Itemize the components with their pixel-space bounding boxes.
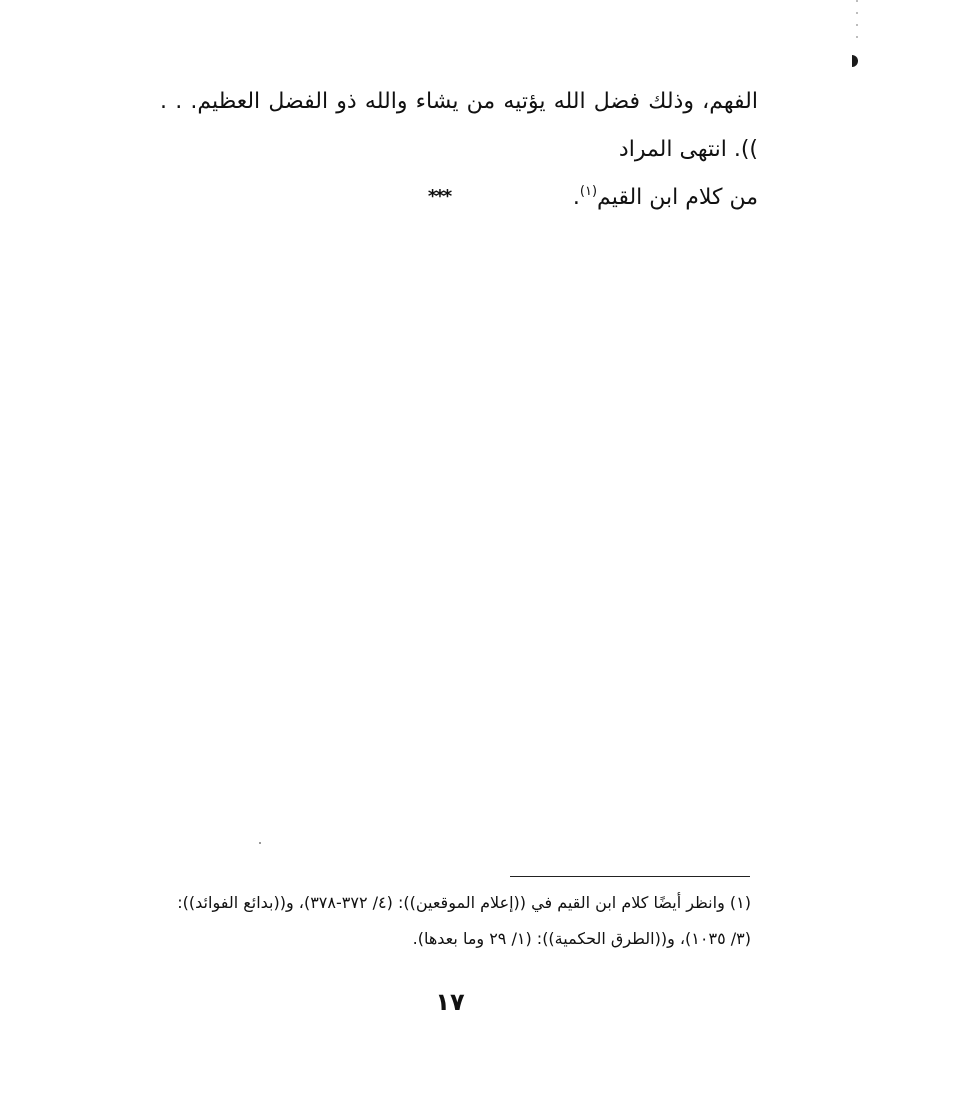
- body-line-2-text: من كلام ابن القيم: [597, 185, 758, 210]
- body-line-1: الفهم، وذلك فضل الله يؤتيه من يشاء والله ذو الفضل العظيم. . . )). انتهى المراد: [160, 89, 758, 162]
- footnote-reference[interactable]: (١): [579, 184, 598, 199]
- section-separator: ***: [427, 186, 451, 207]
- scan-speck: [259, 842, 261, 844]
- footnote-1-line-1: [155, 885, 751, 921]
- scan-edge-specks: [856, 0, 858, 46]
- page-number: ١٧: [435, 988, 465, 1016]
- footnote-1-marker: (١): [729, 893, 751, 912]
- footnote-1-text-1: وانظر أيضًا كلام ابن القيم في ((إعلام الموقعين)): (٤/ ٣٧٢-٣٧٨)، و((بدائع الفوائد)):: [177, 893, 725, 912]
- footnote-divider: [510, 876, 750, 877]
- footnotes: [155, 885, 751, 957]
- footnote-1-line-2: (٣/ ١٠٣٥)، و((الطرق الحكمية)): (١/ ٢٩ وما بعدها).: [412, 929, 751, 948]
- page-edge-mark: [852, 55, 858, 67]
- body-line-2-end: .: [572, 185, 580, 210]
